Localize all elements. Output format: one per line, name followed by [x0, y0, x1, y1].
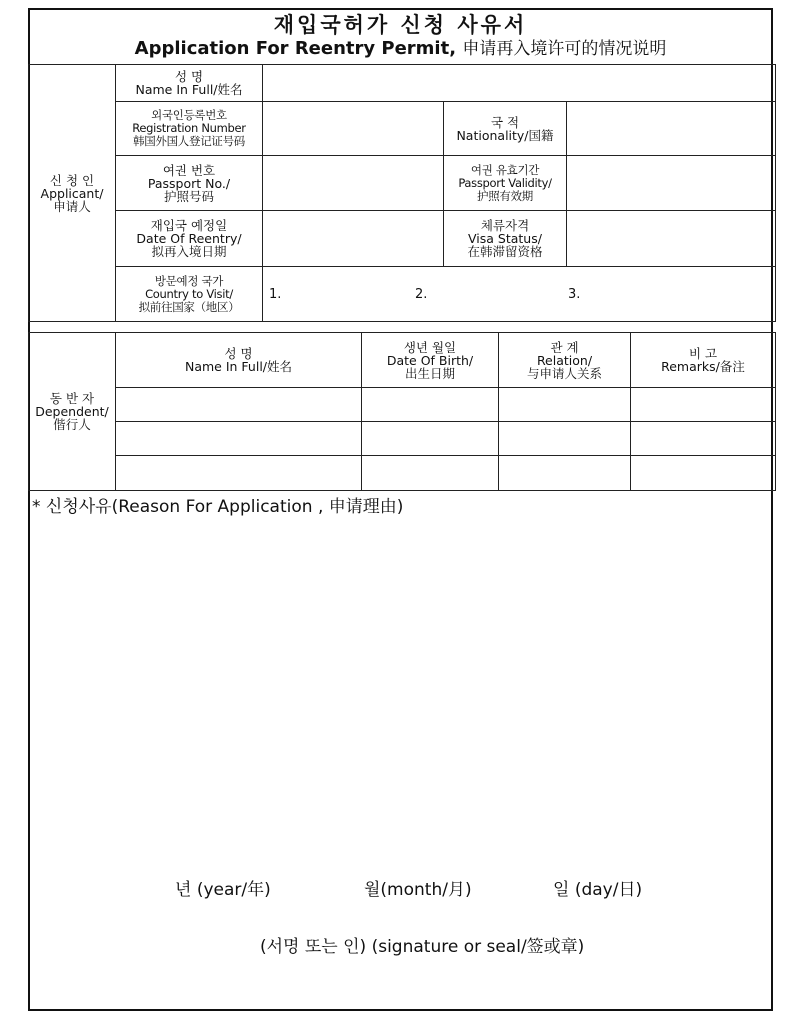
signature-field[interactable]: (서명 또는 인) (signature or seal/签或章) [260, 937, 585, 957]
dependent-1-dob-field[interactable] [362, 388, 499, 422]
registration-field[interactable] [263, 102, 444, 156]
form-title-korean: 재입국허가 신청 사유서 [273, 13, 528, 37]
registration-label-ko: 외국인등록번호 [151, 108, 227, 122]
dependent-2-dob-field[interactable] [362, 422, 499, 456]
dependent-dob-header-en: Date Of Birth/ [386, 352, 474, 368]
dependent-1-relation-field[interactable] [499, 388, 631, 422]
visa-status-field[interactable] [567, 211, 776, 267]
country-visit-label-ko: 방문예정 국가 [154, 273, 224, 288]
dependent-remarks-header-ko: 비 고 [688, 346, 718, 361]
dependent-remarks-header-en: Remarks/备注 [661, 359, 745, 374]
country-visit-field[interactable] [263, 267, 776, 322]
dependent-2-remarks-field[interactable] [631, 422, 776, 456]
name-label [116, 65, 263, 102]
passport-validity-label-zh: 护照有效期 [477, 188, 533, 203]
dependent-name-header-en: Name In Full/姓名 [184, 359, 293, 374]
month-field[interactable]: 월(month/月) [364, 880, 472, 900]
reentry-date-label-zh: 拟再入境日期 [151, 244, 227, 259]
registration-label [116, 102, 263, 156]
dependent-name-header [116, 333, 362, 388]
passport-no-label [116, 156, 263, 211]
table-row [29, 422, 776, 456]
dependent-relation-header-zh: 与申请人关系 [526, 365, 602, 381]
dependent-2-name-field[interactable] [116, 422, 362, 456]
country-visit-label-en: Country to Visit/ [145, 286, 233, 301]
dependent-remarks-header [631, 333, 776, 388]
dependent-3-dob-field[interactable] [362, 456, 499, 491]
dependent-1-remarks-field[interactable] [631, 388, 776, 422]
nationality-label-ko: 국 적 [490, 114, 520, 130]
name-label-en: Name In Full/姓名 [135, 82, 243, 97]
nationality-label [444, 102, 567, 156]
dependent-relation-header-en: Relation/ [536, 352, 593, 368]
dependent-3-remarks-field[interactable] [631, 456, 776, 491]
country-slot-3: 3. [568, 286, 581, 302]
reason-label: * 신청사유(Reason For Application , 申请理由) [32, 497, 404, 517]
reentry-date-label-en: Date Of Reentry/ [136, 231, 242, 246]
passport-validity-label [444, 156, 567, 211]
dependent-2-relation-field[interactable] [499, 422, 631, 456]
dependent-3-name-field[interactable] [116, 456, 362, 491]
visa-status-label-en: Visa Status/ [468, 231, 542, 246]
visa-status-label [444, 211, 567, 267]
dependent-relation-header [499, 333, 631, 388]
dependent-1-name-field[interactable] [116, 388, 362, 422]
table-row [29, 456, 776, 491]
passport-no-label-en: Passport No./ [147, 175, 231, 191]
dependent-name-header-ko: 성 명 [224, 346, 253, 361]
passport-validity-label-en: Passport Validity/ [458, 175, 552, 190]
passport-validity-label-ko: 여권 유효기간 [470, 162, 540, 177]
passport-no-field[interactable] [263, 156, 444, 211]
registration-label-en: Registration Number [132, 121, 246, 135]
country-slot-2: 2. [415, 286, 428, 302]
visa-status-label-ko: 체류자격 [480, 218, 530, 233]
applicant-section-label [29, 65, 116, 322]
applicant-label-ko: 신 청 인 [49, 172, 95, 188]
form-title-english-text: Application For Reentry Permit, [134, 38, 457, 59]
applicant-table [28, 64, 776, 322]
dependent-label-ko: 동 반 자 [49, 391, 95, 406]
day-field[interactable]: 일 (day/日) [553, 880, 643, 900]
dependents-table [28, 332, 776, 491]
dependent-dob-header-zh: 出生日期 [404, 365, 455, 381]
application-form [28, 8, 773, 1011]
dependent-relation-header-ko: 관 계 [550, 339, 579, 355]
form-title-english [30, 37, 771, 61]
reentry-date-label-ko: 재입국 예정일 [150, 218, 228, 233]
form-title-chinese: 申请再入境许可的情况说明 [462, 39, 667, 59]
dependent-section-label [29, 333, 116, 491]
reentry-date-field[interactable] [263, 211, 444, 267]
dependent-label-en: Dependent/ [35, 404, 109, 419]
nationality-field[interactable] [567, 102, 776, 156]
passport-no-label-zh: 护照号码 [163, 188, 214, 204]
country-visit-label-zh: 拟前往国家（地区） [138, 299, 240, 314]
country-visit-label [116, 267, 263, 322]
dependent-dob-header [362, 333, 499, 388]
dependent-dob-header-ko: 생년 월일 [403, 339, 457, 355]
table-row [29, 388, 776, 422]
visa-status-label-zh: 在韩滞留资格 [467, 244, 543, 259]
dependent-3-relation-field[interactable] [499, 456, 631, 491]
country-slot-1: 1. [269, 286, 282, 302]
registration-label-zh: 韩国外国人登记证号码 [133, 134, 245, 148]
applicant-label-en: Applicant/ [40, 185, 104, 201]
passport-validity-field[interactable] [567, 156, 776, 211]
passport-no-label-ko: 여권 번호 [162, 162, 216, 178]
name-field[interactable] [263, 65, 776, 102]
reentry-date-label [116, 211, 263, 267]
nationality-label-en: Nationality/国籍 [456, 127, 554, 143]
applicant-label-zh: 申请人 [53, 198, 91, 214]
year-field[interactable]: 년 (year/年) [175, 880, 271, 900]
dependent-label-zh: 偕行人 [53, 417, 91, 432]
name-label-ko: 성 명 [174, 69, 204, 84]
